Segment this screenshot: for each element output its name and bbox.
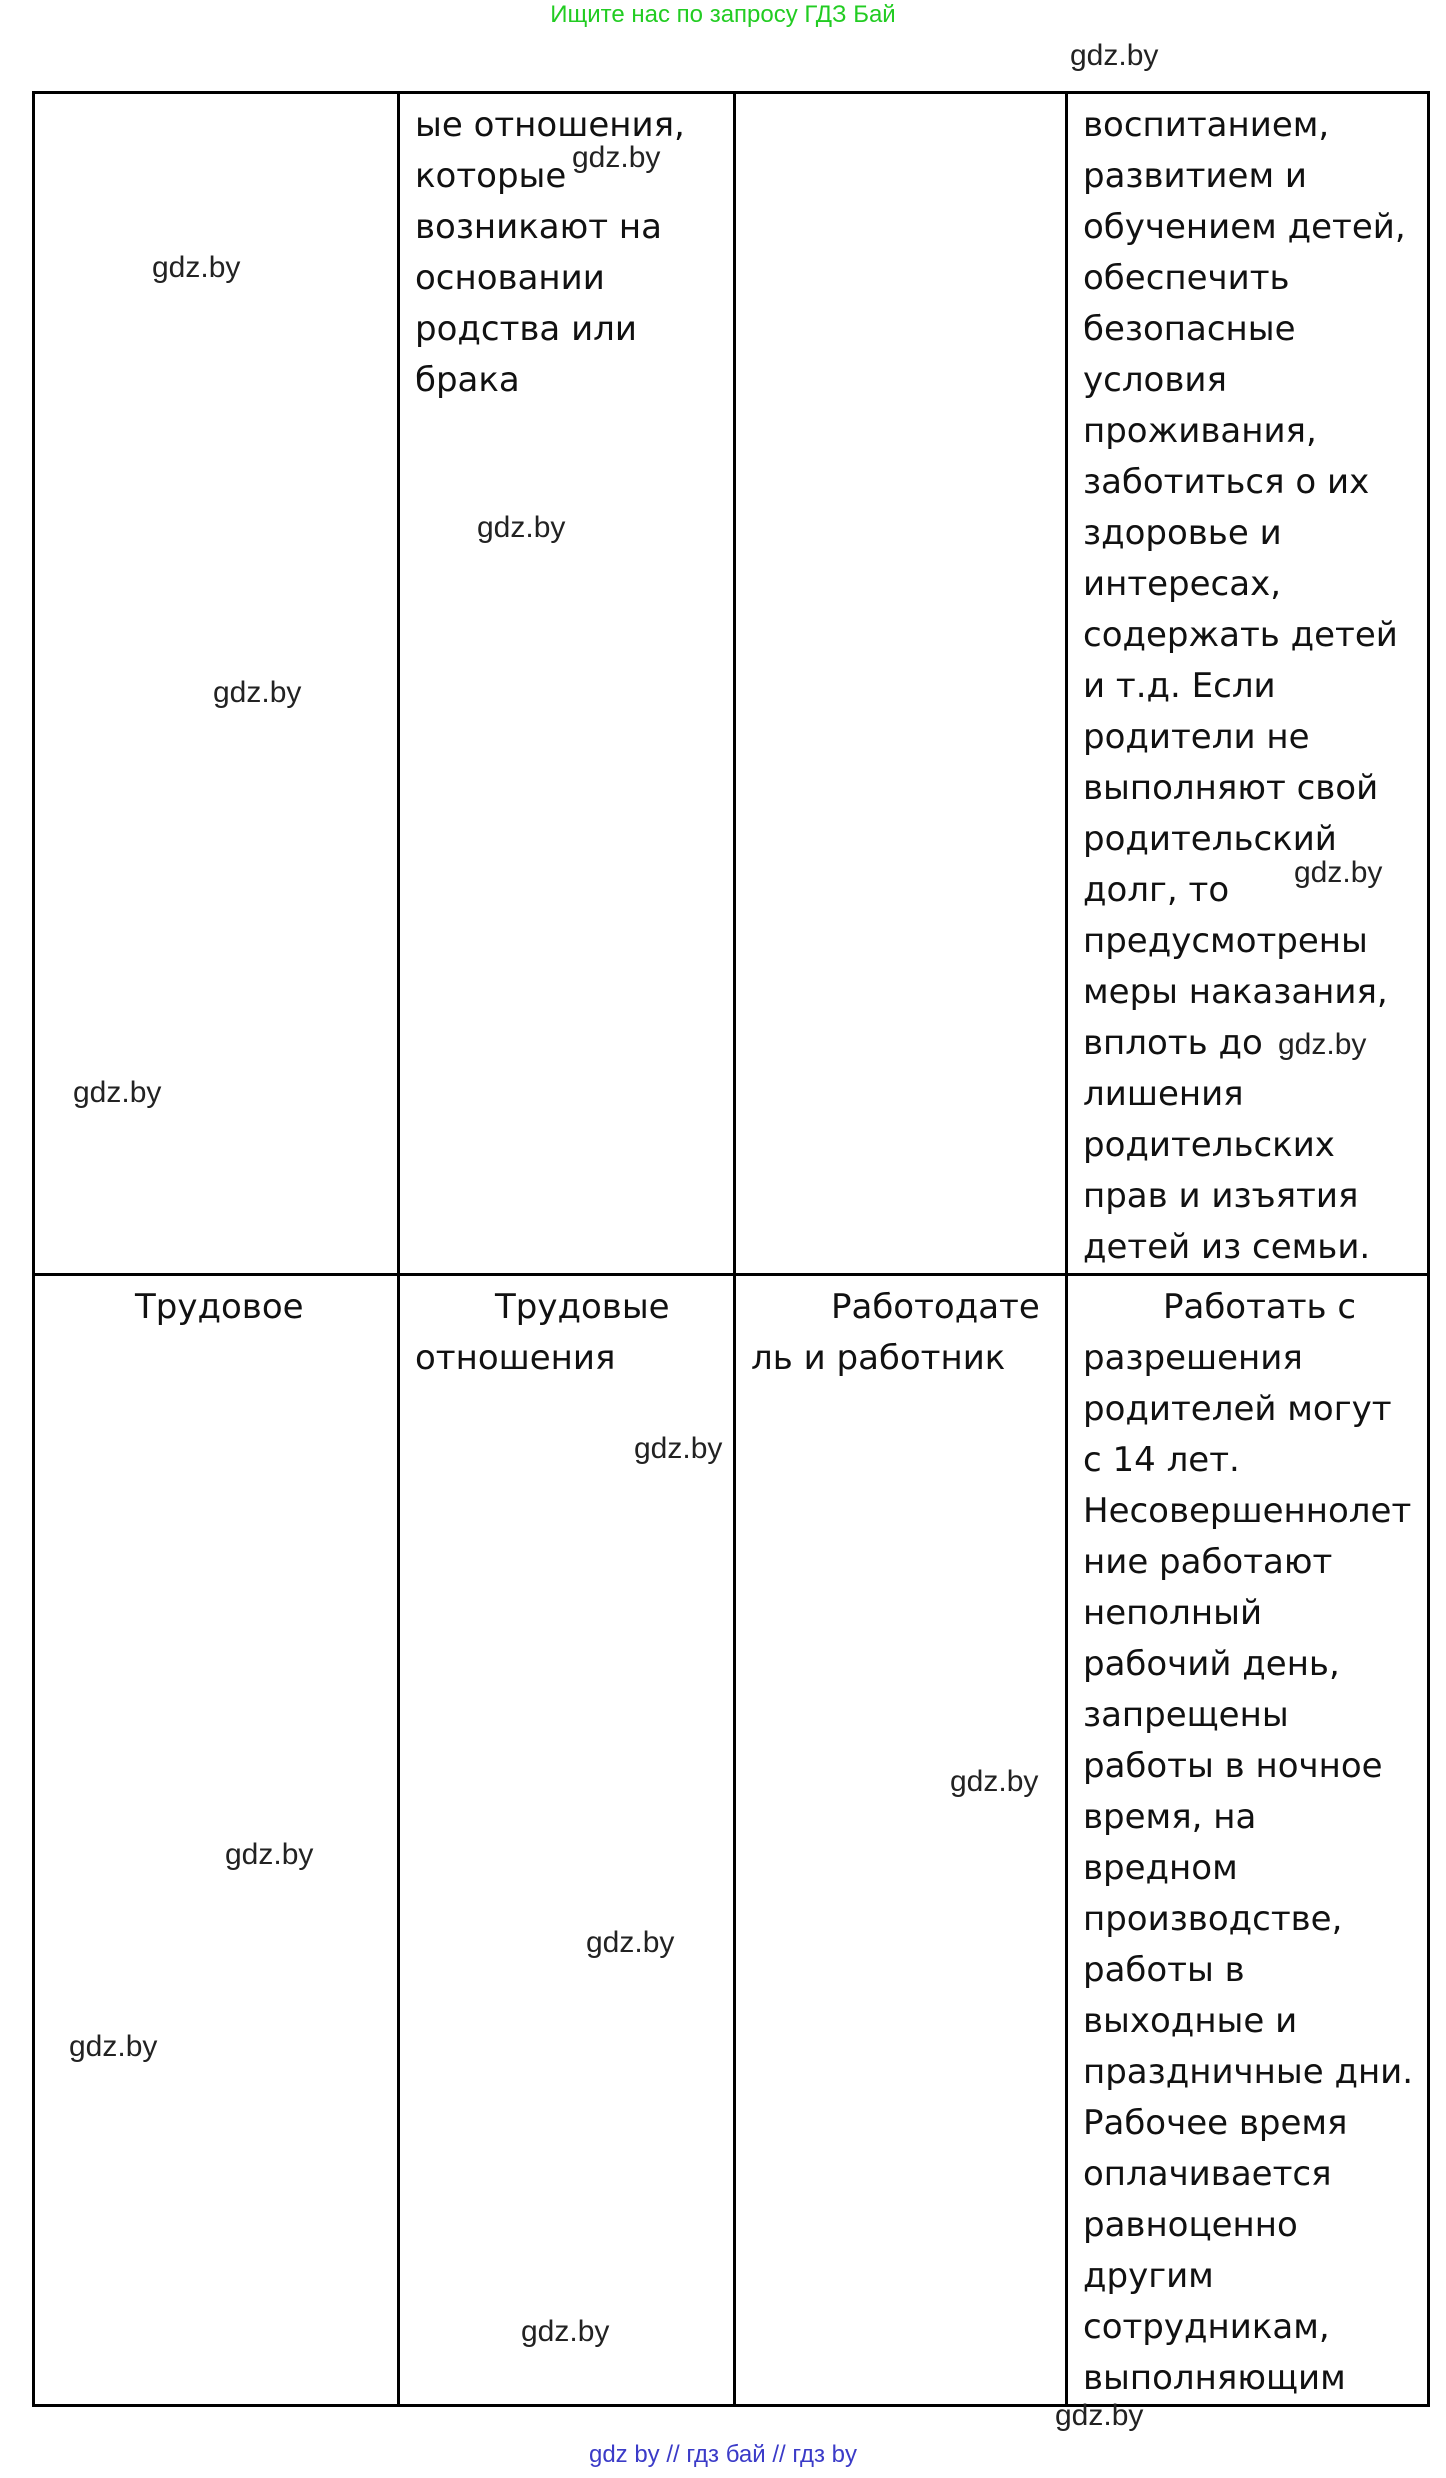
watermark: gdz.by — [213, 676, 302, 709]
watermark: gdz.by — [1294, 856, 1383, 889]
watermark: gdz.by — [634, 1432, 723, 1465]
watermark: gdz.by — [572, 141, 661, 174]
table-cell-relation-definition: Трудовые отношения — [399, 1275, 735, 2406]
watermark: gdz.by — [69, 2030, 158, 2063]
table-cell-participants: Работодатель и работник — [735, 1275, 1067, 2406]
watermark: gdz.by — [477, 511, 566, 544]
top-banner[interactable]: Ищите нас по запросу ГДЗ Бай — [550, 1, 896, 28]
watermark: gdz.by — [521, 2315, 610, 2348]
table-cell-relation-definition: ые отношения, которые возникают на основании родства или брака — [399, 93, 735, 1275]
watermark: gdz.by — [152, 251, 241, 284]
document-table — [32, 91, 1430, 2407]
watermark: gdz.by — [225, 1838, 314, 1871]
watermark: gdz.by — [1278, 1028, 1367, 1061]
bottom-banner[interactable]: gdz by // гдз бай // гдз by — [588, 2441, 858, 2468]
watermark: gdz.by — [950, 1765, 1039, 1798]
table-cell-relation-type: Трудовое — [34, 1275, 399, 2406]
table-cell-description: Работать с разрешения родителей могут с 14 лет. Несовершеннолетние работают неполный рабочий день, запрещены работы в ночное время, на вредном производстве, работы в выходные и праздничные дни. Рабочее время оплачивается равноценно другим сотрудникам, выполняющим — [1067, 1275, 1429, 2406]
watermark: gdz.by — [586, 1926, 675, 1959]
table-cell-description: воспитанием, развитием и обучением детей, обеспечить безопасные условия проживания, заботиться о их здоровье и интересах, содержать детей и т.д. Если родители не выполняют свой родительский долг, то предусмотрены меры наказания, вплоть до лишения родительских прав и изъятия детей из семьи. — [1067, 93, 1429, 1275]
table-cell-participants — [735, 93, 1067, 1275]
watermark: gdz.by — [1055, 2399, 1144, 2432]
watermark: gdz.by — [73, 1076, 162, 1109]
watermark: gdz.by — [1070, 39, 1159, 72]
